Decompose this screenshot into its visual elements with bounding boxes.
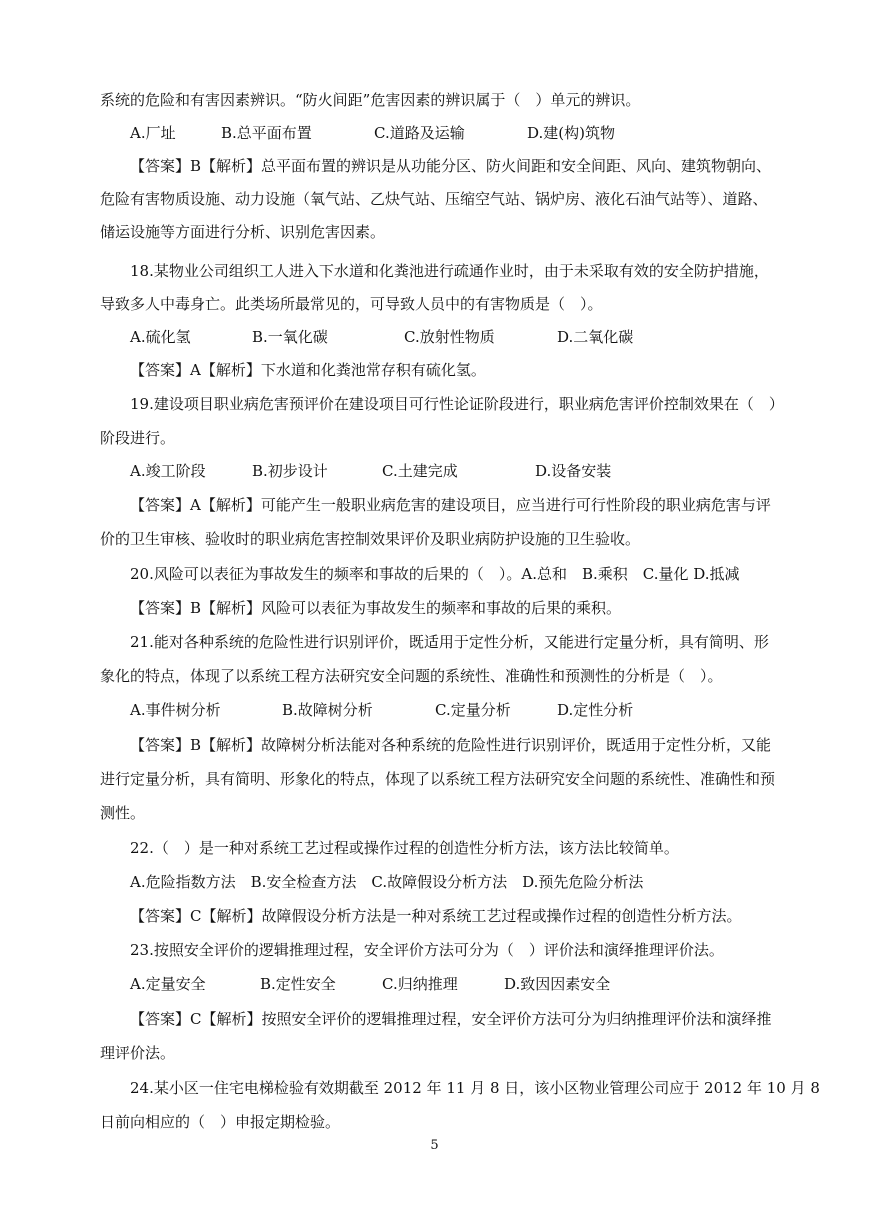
q24-stem-line: 24.某小区一住宅电梯检验有效期截至 2012 年 11 月 8 日，该小区物业管理公司应于 2012 年 10 月 8 xyxy=(130,1079,820,1097)
q23-options xyxy=(130,974,830,994)
option-b: B.总平面布置 xyxy=(221,124,312,142)
q18-stem-line: 18.某物业公司组织工人进入下水道和化粪池进行疏通作业时，由于未采取有效的安全防护措施， xyxy=(130,262,769,280)
option-a: A.硫化氢 xyxy=(130,328,191,346)
option-d: D.定性分析 xyxy=(557,701,634,719)
option-b: B.定性安全 xyxy=(260,975,336,993)
q22-stem-line: 22.（ ）是一种对系统工艺过程或操作过程的创造性分析方法，该方法比较简单。 xyxy=(130,839,679,857)
q17-answer-line: 【答案】B【解析】总平面布置的辨识是从功能分区、防火间距和安全间距、风向、建筑物朝向、 xyxy=(130,157,772,175)
q18-options xyxy=(130,327,830,347)
page-number: 5 xyxy=(430,1138,439,1153)
q21-options xyxy=(130,700,830,720)
q20-stem-line: 20.风险可以表征为事故发生的频率和事故的后果的（ ）。A.总和 B.乘积 C.量化 D.抵减 xyxy=(130,565,740,583)
q23-stem-line: 23.按照安全评价的逻辑推理过程，安全评价方法可分为（ ）评价法和演绎推理评价法。 xyxy=(130,941,724,959)
q17-answer-line: 危险有害物质设施、动力设施（氧气站、乙炔气站、压缩空气站、锅炉房、液化石油气站等）、道路、 xyxy=(100,190,768,208)
option-b: B.初步设计 xyxy=(252,462,328,480)
option-b: B.故障树分析 xyxy=(282,701,373,719)
option-c: C.土建完成 xyxy=(382,462,458,480)
option-c: C.定量分析 xyxy=(435,701,511,719)
q18-stem-line: 导致多人中毒身亡。此类场所最常见的，可导致人员中的有害物质是（ ）。 xyxy=(100,295,603,313)
q19-stem-line: 阶段进行。 xyxy=(100,429,176,447)
q17-answer-line: 储运设施等方面进行分析、识别危害因素。 xyxy=(100,223,386,241)
q20-answer-line: 【答案】B【解析】风险可以表征为事故发生的频率和事故的后果的乘积。 xyxy=(130,599,622,617)
q18-answer-line: 【答案】A【解析】下水道和化粪池常存积有硫化氢。 xyxy=(130,361,486,379)
q24-stem-line: 日前向相应的（ ）申报定期检验。 xyxy=(100,1113,341,1131)
q17-options xyxy=(130,123,830,143)
option-c: C.归纳推理 xyxy=(382,975,458,993)
option-d: D.设备安装 xyxy=(535,462,612,480)
option-d: D.致因因素安全 xyxy=(504,975,611,993)
q21-stem-line: 21.能对各种系统的危险性进行识别评价，既适用于定性分析，又能进行定量分析，具有简明、形 xyxy=(130,633,769,651)
q21-answer-line: 测性。 xyxy=(100,804,146,822)
option-a: A.厂址 xyxy=(130,124,176,142)
option-c: C.放射性物质 xyxy=(404,328,495,346)
q23-answer-line: 理评价法。 xyxy=(100,1044,176,1062)
q23-answer-line: 【答案】C【解析】按照安全评价的逻辑推理过程，安全评价方法可分为归纳推理评价法和演绎推 xyxy=(130,1010,772,1028)
q19-answer-line: 【答案】A【解析】可能产生一般职业病危害的建设项目，应当进行可行性阶段的职业病危害与评 xyxy=(130,496,771,514)
option-a: A.竣工阶段 xyxy=(130,462,206,480)
q22-options: A.危险指数方法 B.安全检查方法 C.故障假设分析方法 D.预先危险分析法 xyxy=(130,873,644,891)
q19-answer-line: 价的卫生审核、验收时的职业病危害控制效果评价及职业病防护设施的卫生验收。 xyxy=(100,530,641,548)
option-a: A.定量安全 xyxy=(130,975,206,993)
q21-stem-line: 象化的特点，体现了以系统工程方法研究安全问题的系统性、准确性和预测性的分析是（ ）。 xyxy=(100,667,723,685)
q21-answer-line: 进行定量分析，具有简明、形象化的特点，体现了以系统工程方法研究安全问题的系统性、准确性和预 xyxy=(100,770,776,788)
option-d: D.建(构)筑物 xyxy=(527,124,615,142)
option-d: D.二氧化碳 xyxy=(557,328,634,346)
option-b: B.一氧化碳 xyxy=(252,328,328,346)
q19-stem-line: 19.建设项目职业病危害预评价在建设项目可行性论证阶段进行，职业病危害评价控制效果在（ ） xyxy=(130,395,784,413)
option-a: A.事件树分析 xyxy=(130,701,221,719)
q22-answer-line: 【答案】C【解析】故障假设分析方法是一种对系统工艺过程或操作过程的创造性分析方法。 xyxy=(130,907,742,925)
option-c: C.道路及运输 xyxy=(374,124,465,142)
q17-stem-line: 系统的危险和有害因素辨识。“防火间距”危害因素的辨识属于（ ）单元的辨识。 xyxy=(100,91,641,109)
q21-answer-line: 【答案】B【解析】故障树分析法能对各种系统的危险性进行识别评价，既适用于定性分析，又能 xyxy=(130,736,772,754)
q19-options xyxy=(130,461,830,481)
